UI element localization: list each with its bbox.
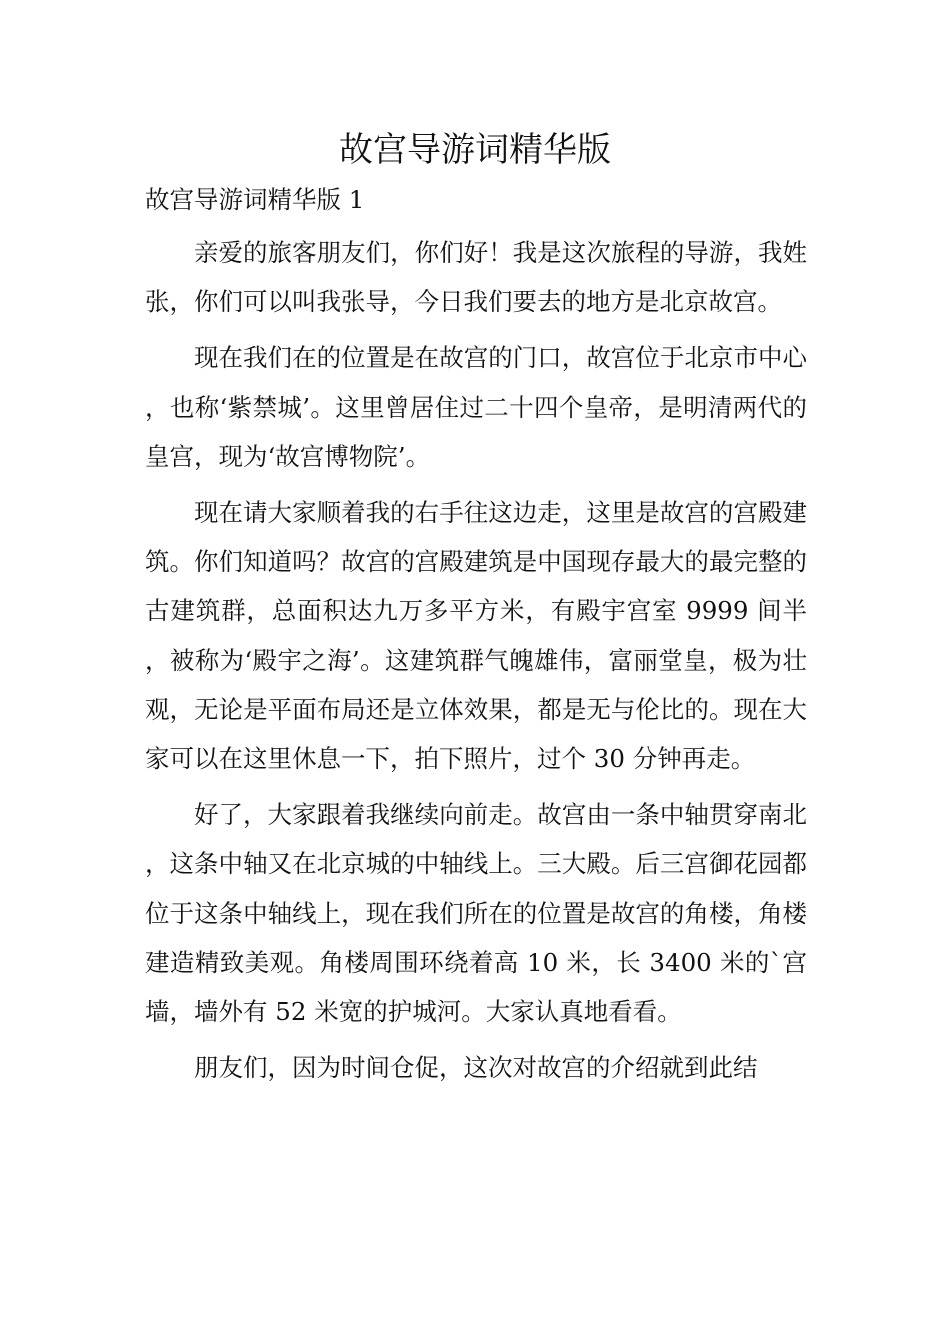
paragraph-central-axis: 好了，大家跟着我继续向前走。故宫由一条中轴贯穿南北，这条中轴又在北京城的中轴线上。三大殿。后三宫御花园都位于这条中轴线上，现在我们所在的位置是故宫的角楼，角楼建造精致美观。角楼周围环绕着高 10 米，长 3400 米的`宫墙，墙外有 52 米宽的护城河。大家认真地看看。 [145,800,807,1027]
document-body [145,178,807,1092]
paragraph-location: 现在我们在的位置是在故宫的门口，故宫位于北京市中心，也称‘紫禁城’。这里曾居住过二十四个皇帝，是明清两代的皇宫，现为‘故宫博物院’。 [145,343,807,471]
document-title: 故宫导游词精华版 [339,130,611,170]
paragraph-greeting: 亲爱的旅客朋友们，你们好！我是这次旅程的导游，我姓张，你们可以叫我张导，今日我们要去的地方是北京故宫。 [145,238,807,317]
section-heading: 故宫导游词精华版 1 [145,185,365,214]
paragraph-closing: 朋友们，因为时间仓促，这次对故宫的介绍就到此结 [194,1053,758,1083]
paragraph-palace-buildings: 现在请大家顺着我的右手往这边走，这里是故宫的宫殿建筑。你们知道吗？故宫的宫殿建筑是中国现存最大的最完整的古建筑群，总面积达九万多平方米，有殿宇宫室 9999 间半，被称为‘殿宇之海’。这建筑群气魄雄伟，富丽堂皇，极为壮观，无论是平面布局还是立体效果，都是无与伦比的。现在大家可以在这里休息一下，拍下照片，过个 30 分钟再走。 [145,498,807,774]
